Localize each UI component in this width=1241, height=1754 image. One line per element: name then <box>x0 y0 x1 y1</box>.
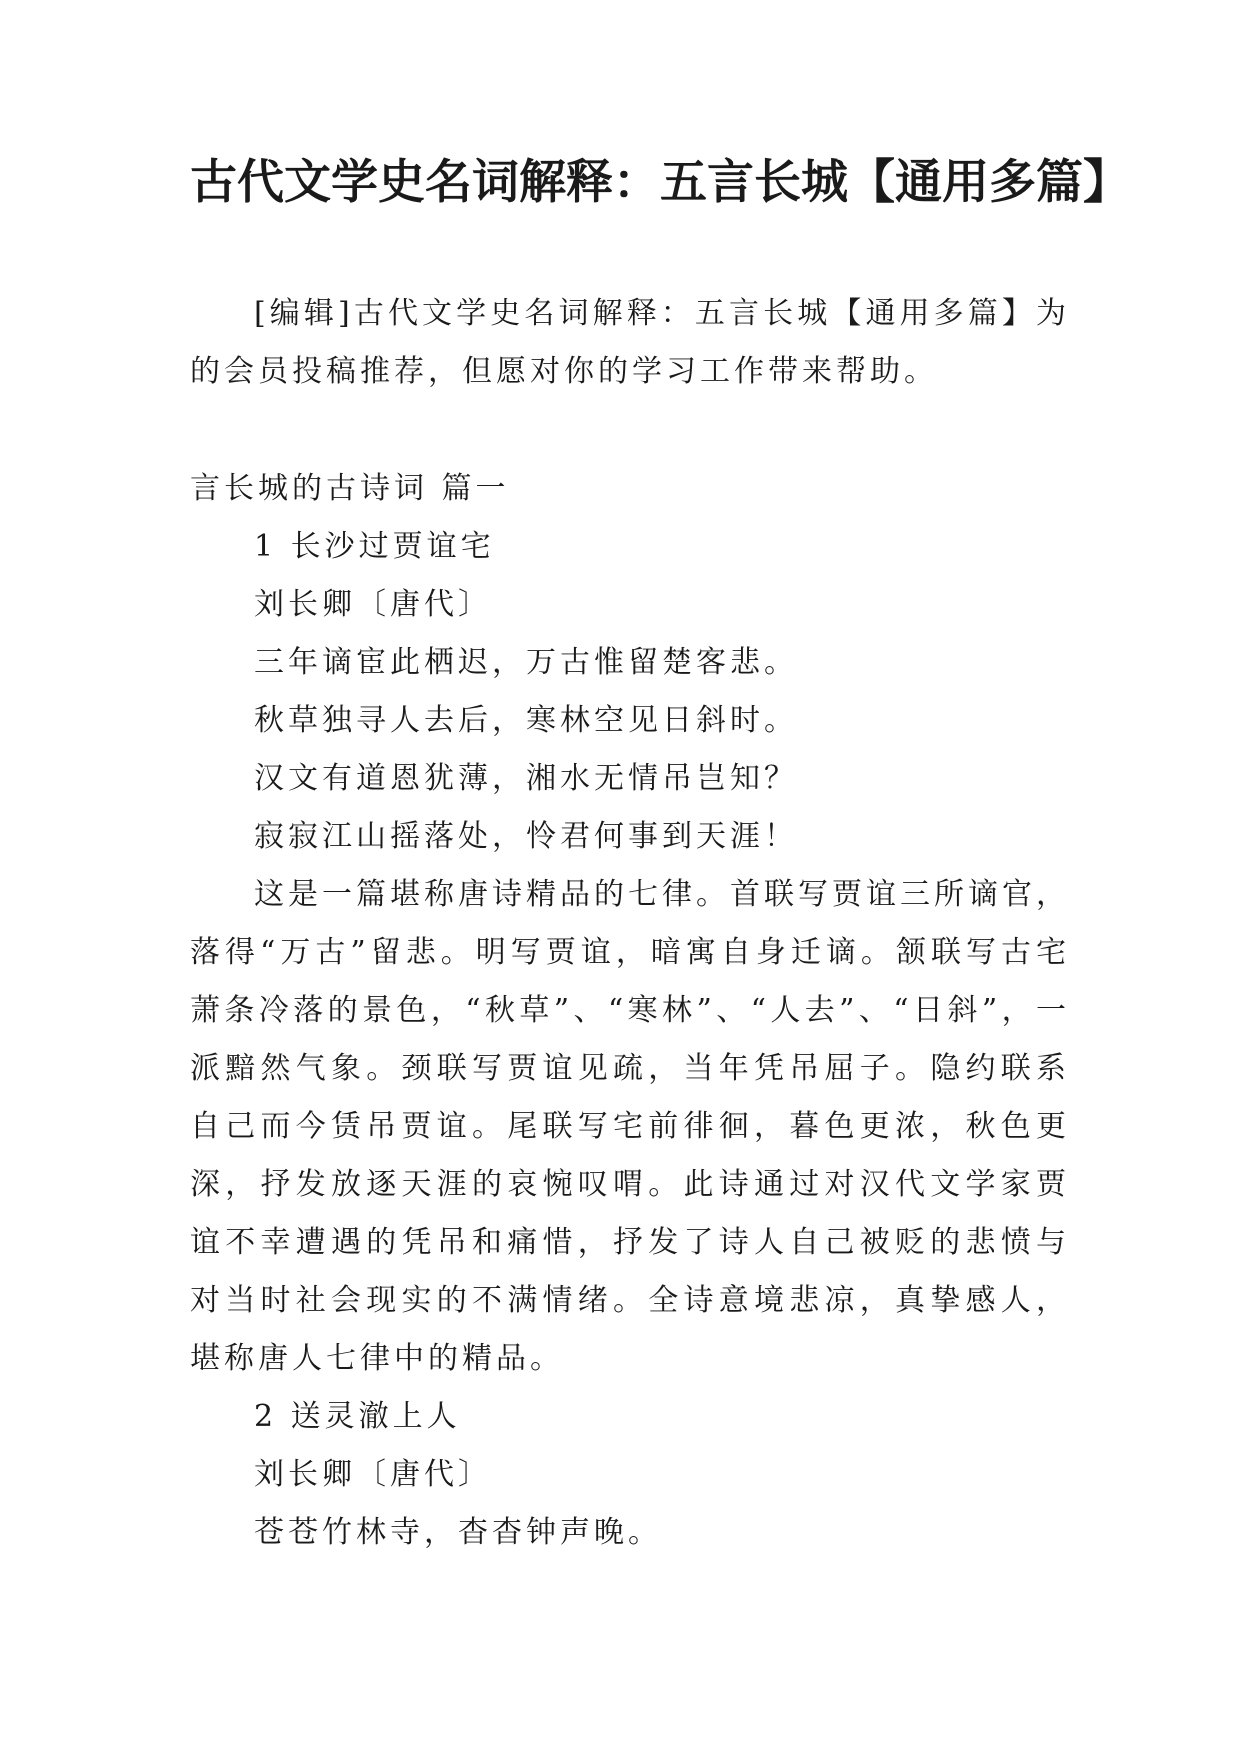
poem1-commentary-text: 这是一篇堪称唐诗精品的七律。首联写贾谊三所谪官，落得“万古”留悲。明写贾谊，暗寓自身迁谪。颔联写古宅萧条冷落的景色，“秋草”、“寒林”、“人去”、“日斜”，一派黯然气象。颈联写贾谊见疏，当年凭吊屈子。隐约联系自己而今赁吊贾谊。尾联写宅前徘徊，暮色更浓，秋色更深，抒发放逐天涯的哀惋叹喟。此诗通过对汉代文学家贾谊不幸遭遇的凭吊和痛惜，抒发了诗人自己被贬的悲愤与对当时社会现实的不满情绪。全诗意境悲凉，真挚感人，堪称唐人七律中的精品。 <box>190 877 1070 1376</box>
intro-text: [编辑]古代文学史名词解释：五言长城【通用多篇】为的会员投稿推荐，但愿对你的学习工作带来帮助。 <box>190 296 1070 389</box>
document-title: 古代文学史名词解释：五言长城【通用多篇】 <box>190 155 1130 210</box>
poem1-line-2: 秋草独寻人去后，寒林空见日斜时。 <box>254 703 798 738</box>
poem2-title: 2 送灵澈上人 <box>254 1399 461 1434</box>
section-heading: 言长城的古诗词 篇一 <box>190 471 510 506</box>
poem2-line-1: 苍苍竹林寺，杳杳钟声晚。 <box>254 1515 662 1550</box>
poem1-title: 1 长沙过贾谊宅 <box>254 529 495 564</box>
poem1-line-3: 汉文有道恩犹薄，湘水无情吊岂知？ <box>254 761 798 796</box>
poem1-line-1: 三年谪宦此栖迟，万古惟留楚客悲。 <box>254 645 798 680</box>
poem2-author: 刘长卿〔唐代〕 <box>254 1457 492 1492</box>
intro-paragraph <box>190 285 1070 401</box>
poem1-author: 刘长卿〔唐代〕 <box>254 587 492 622</box>
poem1-commentary <box>190 866 1070 1388</box>
poem1-line-4: 寂寂江山摇落处，怜君何事到天涯！ <box>254 819 798 854</box>
